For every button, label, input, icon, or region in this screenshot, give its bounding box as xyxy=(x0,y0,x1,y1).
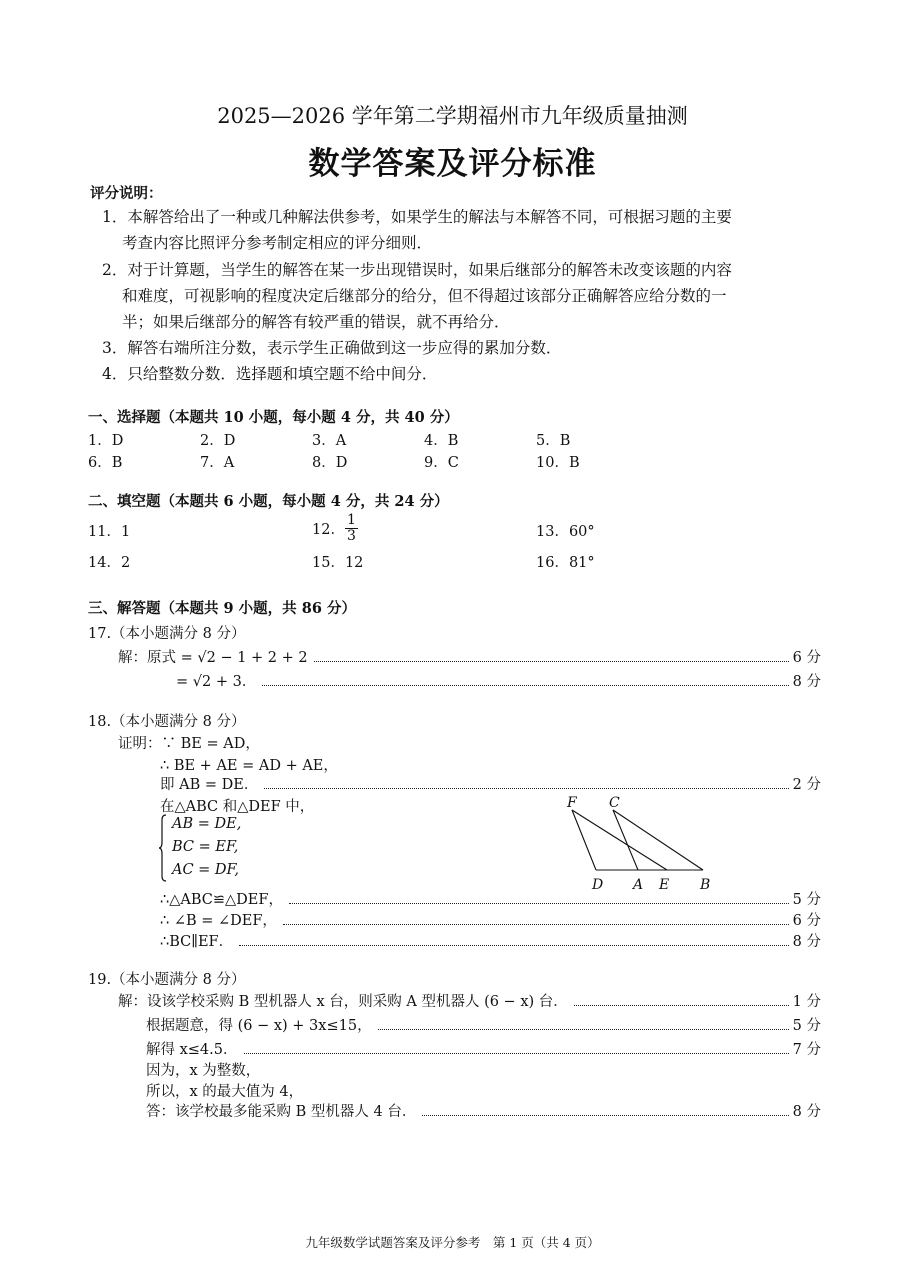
q18-label: 18.（本小题满分 8 分） xyxy=(88,714,246,730)
leader-dots xyxy=(264,787,788,789)
q17-step-2 xyxy=(176,670,821,691)
leader-dots xyxy=(314,660,789,662)
q18-line-5: ∴△ABC≌△DEF， xyxy=(160,892,283,908)
q18-step-5 xyxy=(160,888,821,909)
point-label-E: E xyxy=(659,877,670,893)
leader-dots xyxy=(378,1028,789,1030)
section-2-heading: 二、填空题（本题共 6 小题，每小题 4 分，共 24 分） xyxy=(88,493,449,510)
segment-CB xyxy=(613,810,703,870)
segment-FD xyxy=(572,810,596,870)
q18-line-1: 证明：∵ BE = AD， xyxy=(118,736,260,752)
section-1-heading: 一、选择题（本题共 10 小题，每小题 4 分，共 40 分） xyxy=(88,409,459,426)
choice-answer: 3．A xyxy=(312,433,347,449)
choice-answer: 2．D xyxy=(200,433,236,449)
q18-line-6: ∴ ∠B = ∠DEF， xyxy=(160,913,277,929)
system-brace xyxy=(159,814,167,882)
q18-step-3 xyxy=(160,773,821,794)
section-3-heading: 三、解答题（本题共 9 小题，共 86 分） xyxy=(88,600,356,617)
choice-answer: 8．D xyxy=(312,455,348,471)
fill-answer-12-label: 12． xyxy=(312,522,345,538)
fraction-numerator: 1 xyxy=(346,512,356,528)
points: 6 分 xyxy=(792,650,821,666)
choice-answer: 10．B xyxy=(536,455,580,471)
q19-line-1: 解：设该学校采购 B 型机器人 x 台，则采购 A 型机器人 (6 − x) 台． xyxy=(118,994,568,1010)
system-eq-2: BC = EF, xyxy=(172,839,239,855)
fill-answer-12 xyxy=(312,513,358,544)
leader-dots xyxy=(574,1004,789,1006)
q18-step-7 xyxy=(160,930,821,951)
segment-FE xyxy=(572,810,667,870)
points: 8 分 xyxy=(792,674,821,690)
q18-line-4: 在△ABC 和△DEF 中， xyxy=(160,799,315,815)
note-2-line-2: 和难度，可视影响的程度决定后继部分的给分，但不得超过该部分正确解答应给分数的一 xyxy=(122,287,727,305)
choice-answer: 6．B xyxy=(88,455,123,471)
fraction xyxy=(345,513,358,544)
q19-line-4: 因为，x 为整数， xyxy=(146,1063,261,1079)
q19-line-5: 所以，x 的最大值为 4， xyxy=(146,1084,304,1100)
q19-line-3: 解得 x≤4.5． xyxy=(146,1042,238,1058)
point-label-F: F xyxy=(567,795,577,811)
leader-dots xyxy=(289,902,789,904)
choice-answer: 7．A xyxy=(200,455,235,471)
q17-step-1 xyxy=(118,646,821,667)
fraction-denominator: 3 xyxy=(346,528,356,544)
points: 5 分 xyxy=(792,892,821,908)
q19-step-2 xyxy=(146,1014,821,1035)
leader-dots xyxy=(262,684,788,686)
note-3: 3．解答右端所注分数，表示学生正确做到这一步应得的累加分数． xyxy=(102,339,562,357)
q17-step-2-text: = √2 + 3． xyxy=(176,674,257,690)
note-2-line-1: 2．对于计算题，当学生的解答在某一步出现错误时，如果后继部分的解答未改变该题的内容 xyxy=(102,261,732,279)
leader-dots xyxy=(422,1114,788,1116)
points: 5 分 xyxy=(792,1018,821,1034)
page-footer: 九年级数学试题答案及评分参考 第 1 页（共 4 页） xyxy=(305,1235,600,1250)
system-eq-1: AB = DE, xyxy=(172,816,242,832)
leader-dots xyxy=(244,1052,789,1054)
points: 1 分 xyxy=(792,994,821,1010)
point-label-C: C xyxy=(609,795,620,811)
point-label-D: D xyxy=(592,877,604,893)
fill-answer-14: 14．2 xyxy=(88,555,131,571)
q19-line-6: 答：该学校最多能采购 B 型机器人 4 台． xyxy=(146,1104,417,1120)
leader-dots xyxy=(283,923,789,925)
note-1-line-1: 1．本解答给出了一种或几种解法供参考，如果学生的解法与本解答不同，可根据习题的主要 xyxy=(102,208,732,226)
choice-answer: 5．B xyxy=(536,433,571,449)
notes-heading: 评分说明： xyxy=(90,185,163,202)
choice-answer: 9．C xyxy=(424,455,459,471)
q19-label: 19.（本小题满分 8 分） xyxy=(88,972,246,988)
points: 8 分 xyxy=(792,1104,821,1120)
points: 6 分 xyxy=(792,913,821,929)
points: 8 分 xyxy=(792,934,821,950)
q19-step-6 xyxy=(146,1100,821,1121)
q18-line-2: ∴ BE + AE = AD + AE， xyxy=(160,758,338,774)
q17-label: 17.（本小题满分 8 分） xyxy=(88,626,246,642)
choice-answer: 1．D xyxy=(88,433,124,449)
leader-dots xyxy=(239,944,789,946)
point-label-A: A xyxy=(633,877,644,893)
triangle-figure xyxy=(555,792,730,897)
note-2-line-3: 半；如果后继部分的解答有较严重的错误，就不再给分． xyxy=(122,313,510,331)
note-1-line-2: 考查内容比照评分参考制定相应的评分细则． xyxy=(122,234,433,252)
q19-line-2: 根据题意，得 (6 − x) + 3x≤15， xyxy=(146,1018,372,1034)
q19-step-1 xyxy=(118,990,821,1011)
q18-line-7: ∴BC∥EF． xyxy=(160,934,234,950)
exam-title: 2025—2026 学年第二学期福州市九年级质量抽测 xyxy=(217,104,688,128)
point-label-B: B xyxy=(700,877,711,893)
points: 2 分 xyxy=(792,777,821,793)
points: 7 分 xyxy=(792,1042,821,1058)
q17-step-1-text: 解：原式 = √2 − 1 + 2 + 2 xyxy=(118,650,308,666)
q18-step-6 xyxy=(160,909,821,930)
segment-CA xyxy=(613,810,638,870)
document-title: 数学答案及评分标准 xyxy=(308,146,597,182)
fill-answer-13: 13．60° xyxy=(536,524,595,540)
fill-answer-16: 16．81° xyxy=(536,555,595,571)
fill-answer-11: 11．1 xyxy=(88,524,131,540)
fill-answer-15: 15．12 xyxy=(312,555,364,571)
q18-line-3: 即 AB = DE． xyxy=(160,777,259,793)
choice-answer: 4．B xyxy=(424,433,459,449)
system-eq-3: AC = DF, xyxy=(172,862,239,878)
note-4: 4．只给整数分数．选择题和填空题不给中间分． xyxy=(102,365,438,383)
q19-step-3 xyxy=(146,1038,821,1059)
